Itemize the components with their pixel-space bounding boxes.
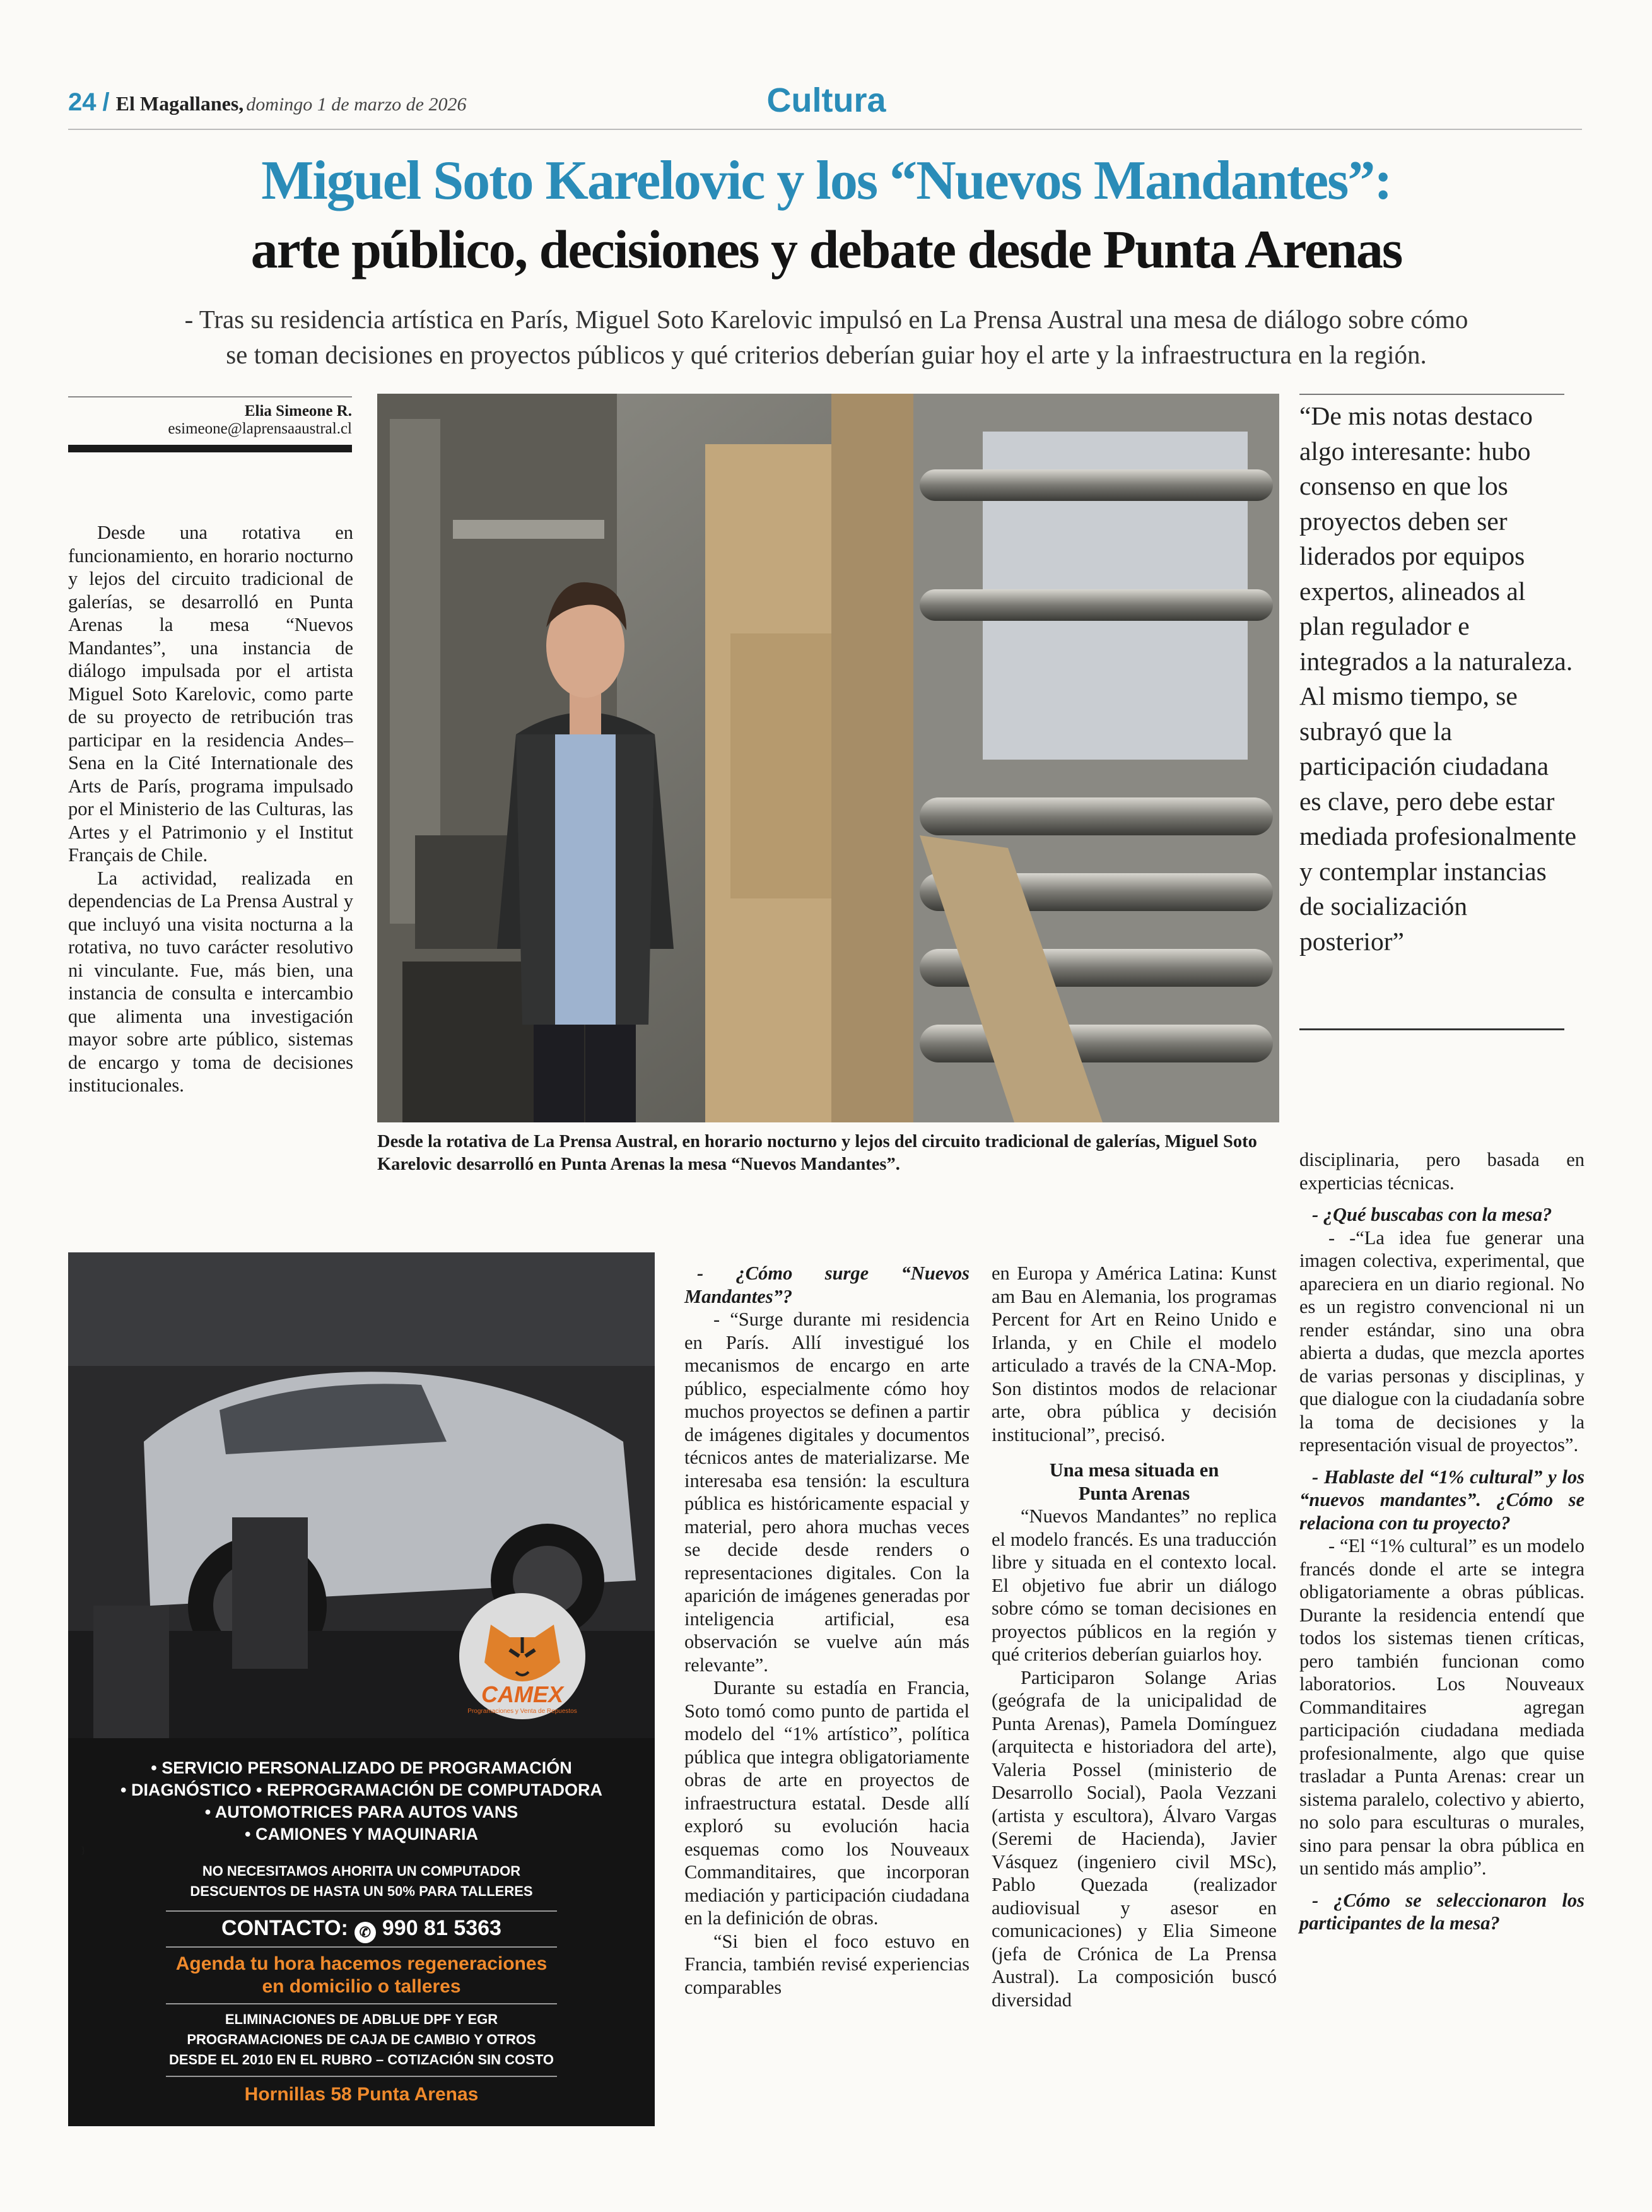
ad-extra-line: PROGRAMACIONES DE CAJA DE CAMBIO Y OTROS <box>187 2032 536 2047</box>
ad-extra-line: DESDE EL 2010 EN EL RUBRO – COTIZACIÓN SIN COSTO <box>168 2052 554 2068</box>
interview-answer: - “El “1% cultural” es un modelo francés donde el arte se integra obligatoriamente a obras públicas. Durante la residencia entendí que todos los sistemas tienen críticas, pero también funcionan como laboratorios. Los Nouveaux Commanditaires agregan participación ciudadana mediada profesionalmente, algo que quise trasladar a Punta Arenas: crear un sistema paralelo, colectivo y abierto, no solo para esculturas o murales, sino para pensar la obra pública en un sentido más amplio”. <box>1299 1535 1585 1879</box>
ad-divider <box>166 2076 557 2077</box>
interview-question: - ¿Qué buscabas con la mesa? <box>1312 1204 1552 1225</box>
contact-phone[interactable]: 990 81 5363 <box>382 1916 501 1940</box>
ad-service-line: • AUTOMOTRICES PARA AUTOS VANS <box>204 1803 518 1821</box>
subheading: Una mesa situada en Punta Arenas <box>1049 1459 1219 1504</box>
paragraph: Durante su estadía en Francia, Soto tomó como punto de partida el modelo del “1% artístico”, política pública que integra obligatoriamente obras de arte en proyectos de infraestructura estatal. Desde allí exploró su evolución hacia esquemas como los Nouveaux Commanditaires, que incorporan mediación y participación ciudadana en la definición de obras. <box>684 1677 970 1929</box>
ad-divider <box>166 1946 557 1948</box>
deck-line2: se toman decisiones en proyectos públicos y qué criterios deberían guiar hoy el arte y la infraestructura en la región. <box>226 340 1427 369</box>
photo-caption: Desde la rotativa de La Prensa Austral, en horario nocturno y lejos del circuito tradicional de galerías, Miguel Soto Karelovic desarrolló en Punta Arenas la mesa “Nuevos Mandantes”. <box>377 1132 1257 1174</box>
paragraph: “Nuevos Mandantes” no replica el modelo francés. Es una traducción libre y situada en el contexto local. El objetivo fue abrir un diálogo sobre cómo se toman decisiones en proyectos públicos en la región y qué criterios deberían guiarlos hoy. <box>992 1505 1277 1665</box>
ad-notice: DESCUENTOS DE HASTA UN 50% PARA TALLERES <box>190 1883 533 1899</box>
interview-answer: - -“La idea fue generar una imagen colectiva, experimental, que apareciera en un diario regional. No es un registro convencional ni un render estándar, sino una obra abierta a dudas, que mezcla aportes de varias personas y disciplinas, y que dialogue con la ciudadanía sobre la toma de decisiones y la representación visual de proyectos”. <box>1299 1227 1585 1456</box>
whatsapp-icon: ✆ <box>354 1922 376 1943</box>
ad-brand: CAMEX <box>481 1681 563 1707</box>
ad-brand-tagline: Programaciones y Venta de Repuestos <box>467 1708 577 1715</box>
pull-quote-rule-top <box>1299 394 1564 395</box>
paragraph: en Europa y América Latina: Kunst am Bau en Alemania, los programas Percent for Art en Reino Unido e Irlanda, y en Chile el modelo articulado a través de la CNA-Mop. Son distintos modos de relacionar arte, obra pública y decisión institucional”, precisó. <box>992 1262 1277 1445</box>
article-column-4 <box>1299 1148 1585 1935</box>
ad-services: • SERVICIO PERSONALIZADO DE PROGRAMACIÓN • DIAGNÓSTICO • REPROGRAMACIÓN DE COMPUTADORA • AUTOMOTRICES PARA AUTOS VANS • CAMIONES Y MAQUINARIA } <box>81 1757 642 1857</box>
press-machine-photo <box>377 394 1279 1122</box>
page-number: 24 <box>68 88 97 116</box>
ad-notices <box>81 1861 642 1902</box>
ad-extra-line: ELIMINACIONES DE ADBLUE DPF Y EGR <box>225 2011 498 2027</box>
ad-agenda-line: en domicilio o talleres <box>262 1976 461 1997</box>
headline-line1: Miguel Soto Karelovic y los “Nuevos Mandantes”: <box>261 150 1391 211</box>
page-separator: / <box>102 88 110 116</box>
ad-notice: NO NECESITAMOS AHORITA UN COMPUTADOR <box>202 1863 521 1879</box>
pull-quote: “De mis notas destaco algo interesante: hubo consenso en que los proyectos deben ser liderados por equipos expertos, alineados al plan regulador e integrados a la naturaleza. Al mismo tiempo, se subrayó que la participación ciudadana es clave, pero debe estar mediada profesionalmente y contemplar instancias de socialización posterior” <box>1299 401 1577 956</box>
paragraph: Desde una rotativa en funcionamiento, en horario nocturno y lejos del circuito tradicional de galerías, se desarrolló en Punta Arenas la mesa “Nuevos Mandantes”, una instancia de diálogo impulsada por el artista Miguel Soto Karelovic, como parte de su proyecto de retribución tras participar en la residencia Andes–Sena en la Cité Internationale des Arts de París, programa impulsado por el Ministerio de las Culturas, las Artes y el Patrimonio y el Institut Français de Chile. <box>68 522 353 866</box>
author-email[interactable]: esimeone@laprensaaustral.cl <box>168 420 352 437</box>
ad-address: Hornillas 58 Punta Arenas <box>244 2084 479 2105</box>
contact-label: CONTACTO: <box>221 1916 348 1940</box>
interview-question: - ¿Cómo se seleccionaron los participantes de la mesa? <box>1299 1889 1585 1934</box>
ad-divider <box>166 1910 557 1912</box>
byline <box>68 396 352 438</box>
headline <box>63 146 1590 283</box>
interview-question: - ¿Cómo surge “Nuevos Mandantes”? <box>684 1262 970 1307</box>
deck <box>101 302 1552 372</box>
headline-line2: arte público, decisiones y debate desde Punta Arenas <box>250 219 1402 279</box>
paper-name: El Magallanes, <box>115 92 244 115</box>
paragraph: La actividad, realizada en dependencias de La Prensa Austral y que incluyó una visita nocturna a la rotativa, no tuvo carácter resolutivo ni vinculante. Fue, más bien, una instancia de consulta e intercambio que alimenta una investigación mayor sobre arte público, sistemas de encargo y toma de decisiones institucionales. <box>68 867 353 1096</box>
section-title: Cultura <box>766 81 886 119</box>
article-column-2 <box>684 1262 970 1999</box>
interview-question: - Hablaste del “1% cultural” y los “nuevos mandantes”. ¿Cómo se relaciona con tu proyecto? <box>1299 1466 1585 1534</box>
ad-service-line: • CAMIONES Y MAQUINARIA <box>245 1825 478 1844</box>
paragraph: disciplinaria, pero basada en experticias técnicas. <box>1299 1149 1585 1194</box>
deck-line1: - Tras su residencia artística en París, Miguel Soto Karelovic impulsó en La Prensa Austral una mesa de diálogo sobre cómo <box>184 305 1468 334</box>
ad-service-line: • SERVICIO PERSONALIZADO DE PROGRAMACIÓN <box>151 1758 572 1777</box>
byline-bar <box>68 445 352 452</box>
author-name: Elia Simeone R. <box>244 403 352 420</box>
ad-agenda-line: Agenda tu hora hacemos regeneraciones <box>175 1953 548 1974</box>
interview-answer: - “Surge durante mi residencia en París. Allí investigué los mecanismos de encargo en arte público, especialmente cómo hoy muchos proyectos se definen a partir de imágenes digitales y documentos técnicos antes de materializarse. Me interesaba esa tensión: la escultura pública es históricamente espacial y material, pero ahora muchas veces se decide desde renders o representaciones digitales. Con la aparición de imágenes generadas por inteligencia artificial, esa observación se vuelve aún más relevante”. <box>684 1309 970 1676</box>
ad-divider <box>166 2003 557 2004</box>
ad-contact[interactable] <box>68 1916 655 1943</box>
ad-extras <box>81 2009 642 2070</box>
camex-advertisement[interactable] <box>68 1252 655 2126</box>
pull-quote-rule-bottom <box>1299 1028 1564 1030</box>
masthead-divider <box>68 129 1582 130</box>
paragraph: Participaron Solange Arias (geógrafa de la unicipalidad de Punta Arenas), Pamela Domínguez (arquitecta e historiadora del arte), Valeria Possel (ministerio de Desarrollo Social), Paola Vezzani (artista y escultora), Álvaro Vargas (Seremi de Hacienda), Javier Vásquez (ingeniero civil MSc), Pablo Quezada (realizador audiovisual y asesor en comunicaciones) y Elia Simeone (jefa de Crónica de La Prensa Austral). La composición buscó diversidad <box>992 1666 1277 2011</box>
paragraph: “Si bien el foco estuvo en Francia, también revisé experiencias comparables <box>684 1930 970 1998</box>
article-photo <box>377 394 1279 1122</box>
ad-service-line: • DIAGNÓSTICO • REPROGRAMACIÓN DE COMPUTADORA <box>120 1780 602 1799</box>
article-column-3 <box>992 1262 1277 2011</box>
ad-agenda <box>81 1953 642 1998</box>
article-column-1 <box>68 521 353 1097</box>
issue-date: domingo 1 de marzo de 2026 <box>246 94 467 115</box>
